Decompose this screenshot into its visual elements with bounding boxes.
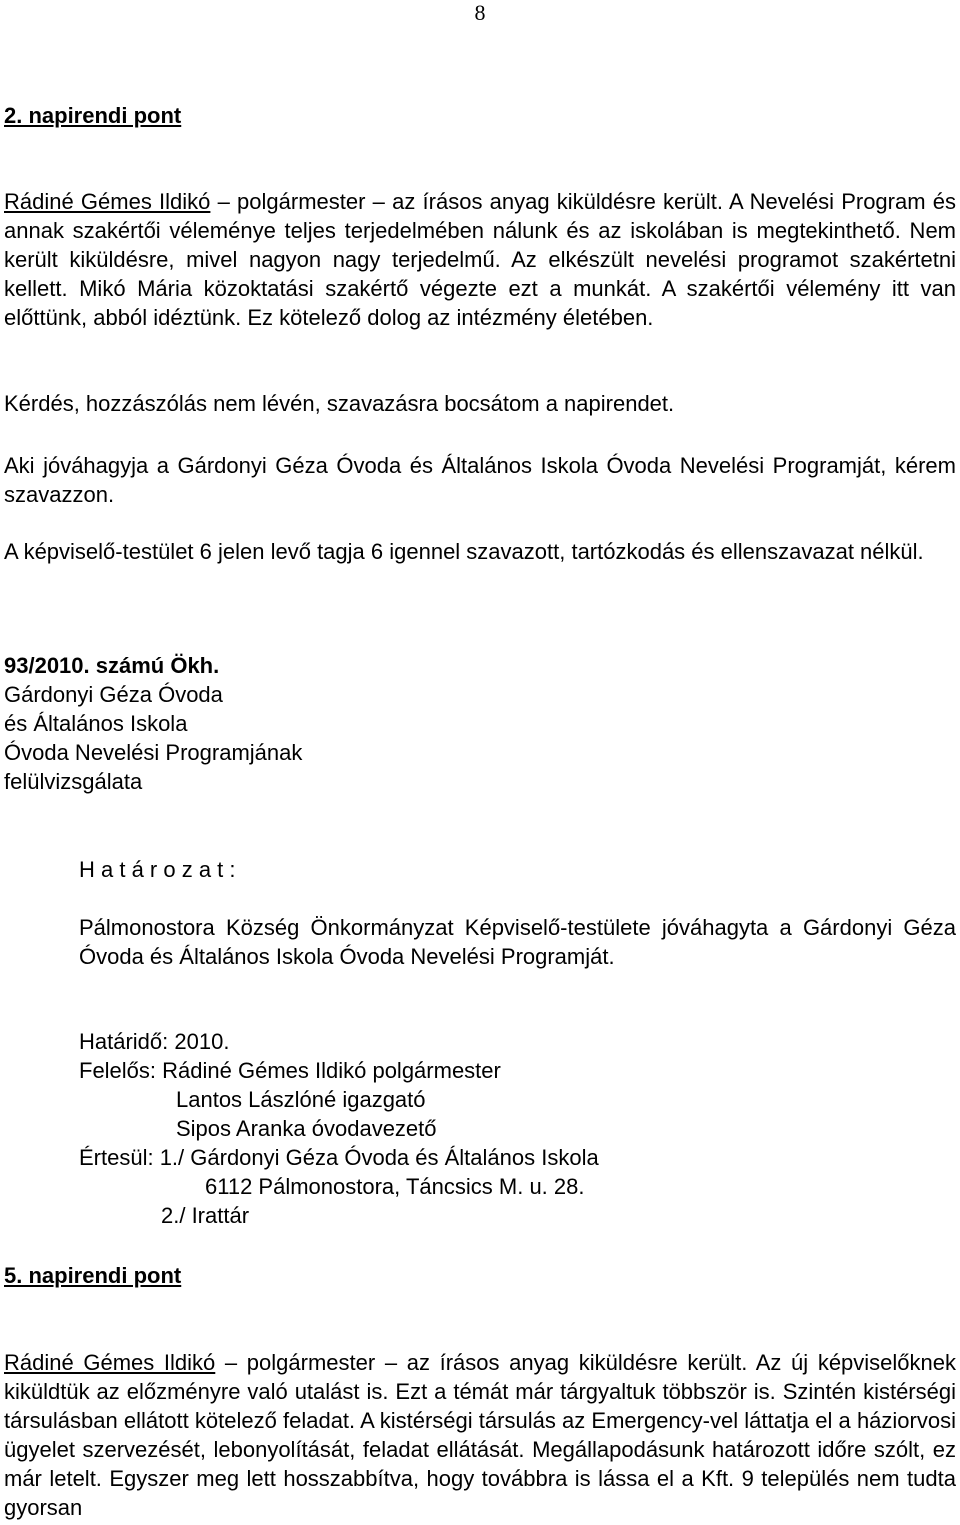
agenda-item-2-heading: 2. napirendi pont: [4, 103, 182, 128]
resolution-text: Pálmonostora Község Önkormányzat Képviselő-testülete jóváhagyta a Gárdonyi Géza Óvoda és Általános Iskola Óvoda Nevelési Programját.: [79, 915, 956, 969]
question-paragraph: Kérdés, hozzászólás nem lévén, szavazásra bocsátom a napirendet.: [4, 391, 675, 416]
responsible-line: Felelős: Rádiné Gémes Ildikó polgármester: [79, 1058, 501, 1083]
resolution-subject-line: és Általános Iskola: [4, 711, 188, 736]
responsible-line: Sipos Aranka óvodavezető: [176, 1116, 437, 1141]
page-number: 8: [474, 0, 486, 25]
agenda-item-5-heading: 5. napirendi pont: [4, 1263, 182, 1288]
intro-text: – polgármester – az írásos anyag kiküldésre került. A Nevelési Program és annak szakértői véleménye teljes terjedelmében nálunk és az iskolában is megtekinthető. Nem került kiküldésre, mivel nagyon nagy terjedelmű. Az elkészült nevelési programot szakértetni kellett. Mikó Mária közoktatási szakértő végezte ezt a munkát. A szakértői vélemény itt van előttünk, abból idéztünk. Ez kötelező dolog az intézmény életében.: [4, 189, 956, 330]
vote-result-paragraph: A képviselő-testület 6 jelen levő tagja 6 igennel szavazott, tartózkodás és ellenszavazat nélkül.: [4, 539, 924, 564]
speaker-name: Rádiné Gémes Ildikó: [4, 189, 211, 214]
notify-address: 6112 Pálmonostora, Táncsics M. u. 28.: [205, 1174, 585, 1199]
resolution-details: [79, 1027, 956, 1230]
resolution-subject-line: Óvoda Nevelési Programjának: [4, 740, 303, 765]
speaker-name: Rádiné Gémes Ildikó: [4, 1350, 216, 1375]
resolution-subject-block: [4, 651, 956, 796]
responsible-line: Lantos Lászlóné igazgató: [176, 1087, 426, 1112]
notify-line: 2./ Irattár: [161, 1203, 250, 1228]
resolution-number: 93/2010. számú Ökh.: [4, 653, 220, 678]
deadline: Határidő: 2010.: [79, 1029, 230, 1054]
agenda-item-2-intro: [4, 187, 956, 332]
notify-line: Értesül: 1./ Gárdonyi Géza Óvoda és Általános Iskola: [79, 1145, 599, 1170]
intro-text: – polgármester – az írásos anyag kiküldésre került. Az új képviselőknek kiküldtük az előzményre való utalást is. Ezt a témát már tárgyaltuk többször is. Szintén kistérségi társulásban ellátott kötelező feladat. A kistérségi társulás az Emergency-vel láttatja el a háziorvosi ügyelet szervezését, lebonyolítását, feladat ellátását. Megállapodásunk határozott időre szólt, ez már letelt. Egyszer meg lett hosszabbítva, hogy továbbra is lássa el a Kft. 9 település nem tudta gyorsan: [4, 1350, 957, 1520]
agenda-item-5-intro: [4, 1348, 956, 1522]
resolution-subject-line: Gárdonyi Géza Óvoda: [4, 682, 223, 707]
resolution-title: H a t á r o z a t :: [79, 857, 236, 882]
resolution-subject-line: felülvizsgálata: [4, 769, 143, 794]
approval-paragraph: Aki jóváhagyja a Gárdonyi Géza Óvoda és Általános Iskola Óvoda Nevelési Programját, kérem szavazzon.: [4, 453, 956, 507]
